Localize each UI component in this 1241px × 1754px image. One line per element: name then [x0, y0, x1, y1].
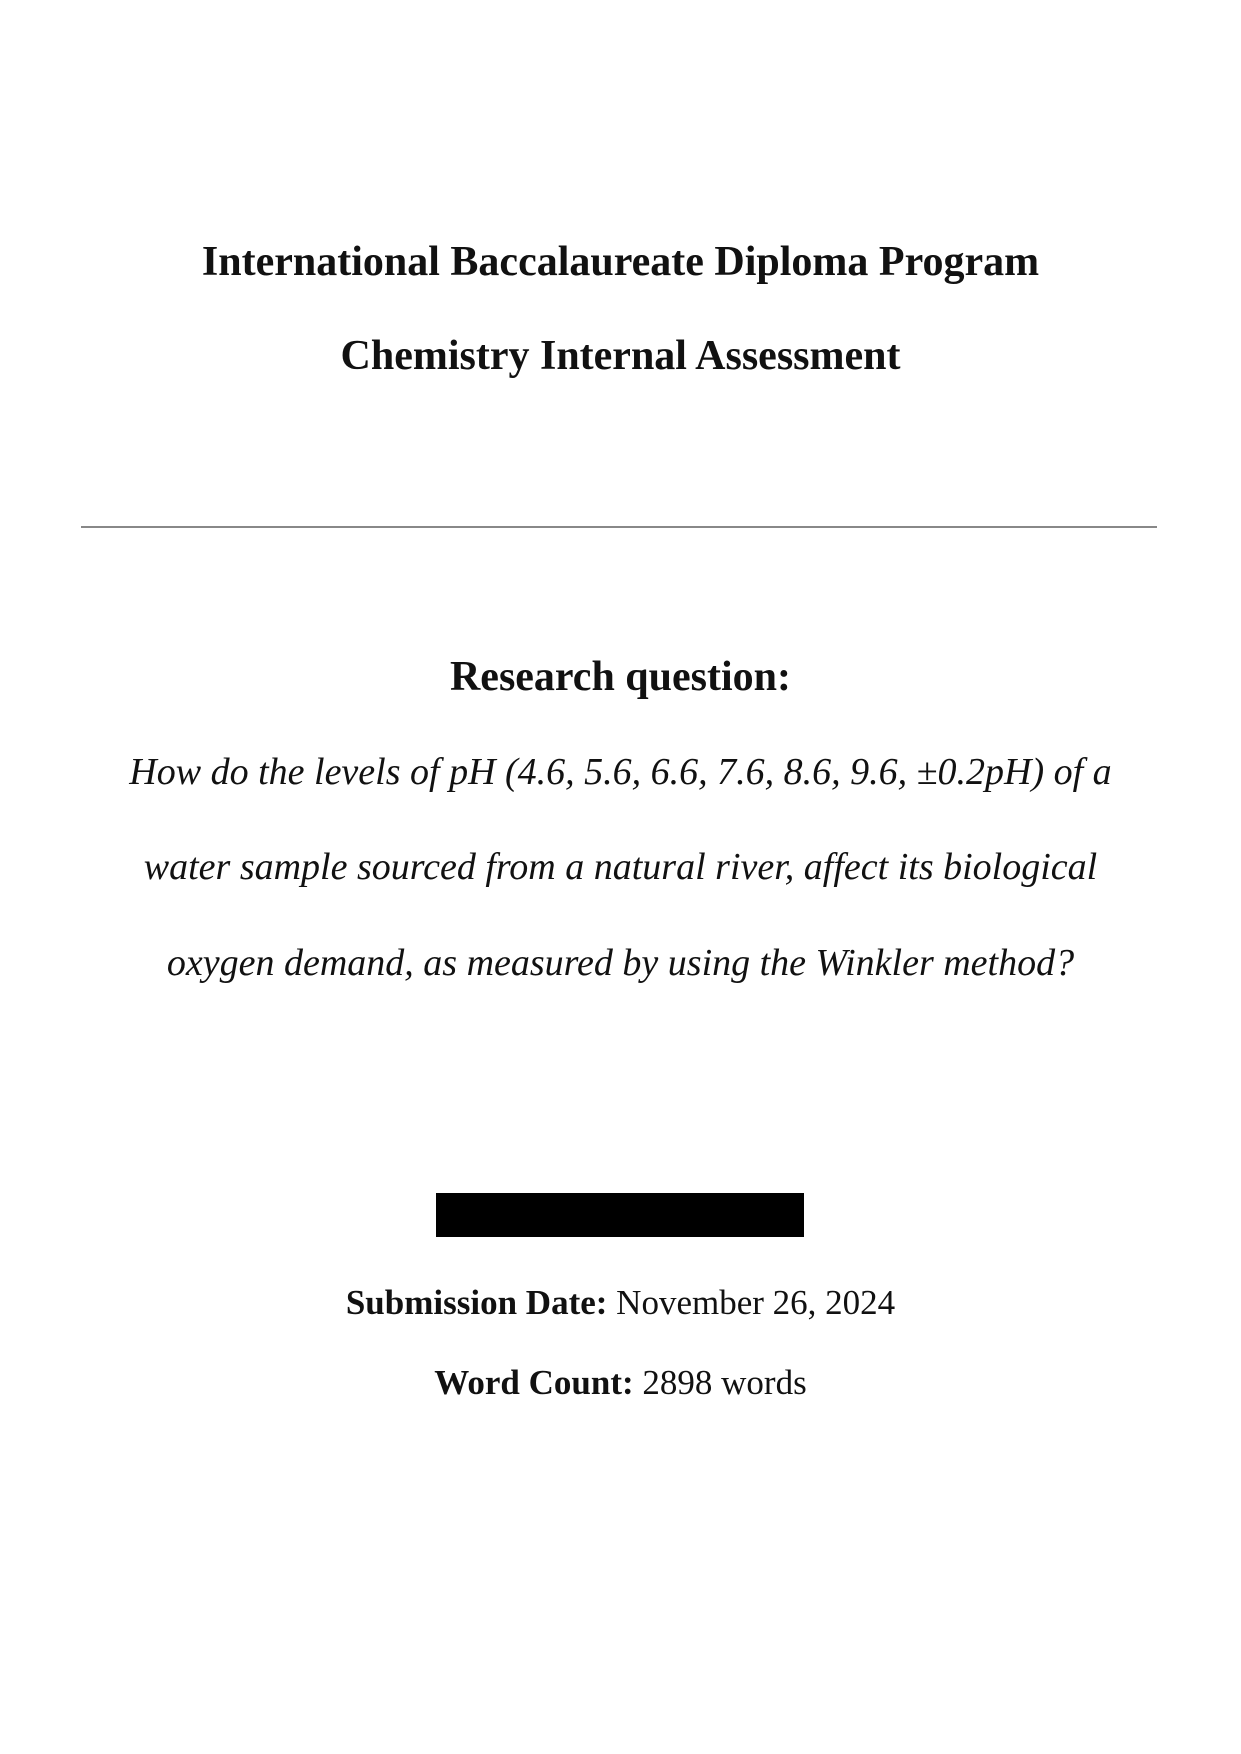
word-count-label: Word Count: [434, 1363, 634, 1402]
program-title: International Baccalaureate Diploma Program [201, 239, 1040, 285]
redacted-name-block [436, 1193, 804, 1237]
research-question-heading: Research question: [449, 654, 792, 700]
word-count-value: 2898 words [633, 1363, 807, 1402]
research-question-line-2: water sample sourced from a natural river, affect its biological [143, 846, 1098, 888]
research-question-line-3: oxygen demand, as measured by using the Winkler method? [166, 942, 1075, 984]
submission-date [0, 1285, 1241, 1320]
word-count [0, 1365, 1241, 1400]
submission-date-value: November 26, 2024 [607, 1283, 896, 1322]
subject-title: Chemistry Internal Assessment [340, 333, 901, 379]
section-divider [81, 526, 1157, 528]
research-question-line-1: How do the levels of pH (4.6, 5.6, 6.6, 7.6, 8.6, 9.6, ±0.2pH) of a [129, 751, 1112, 793]
submission-date-label: Submission Date: [345, 1283, 608, 1322]
